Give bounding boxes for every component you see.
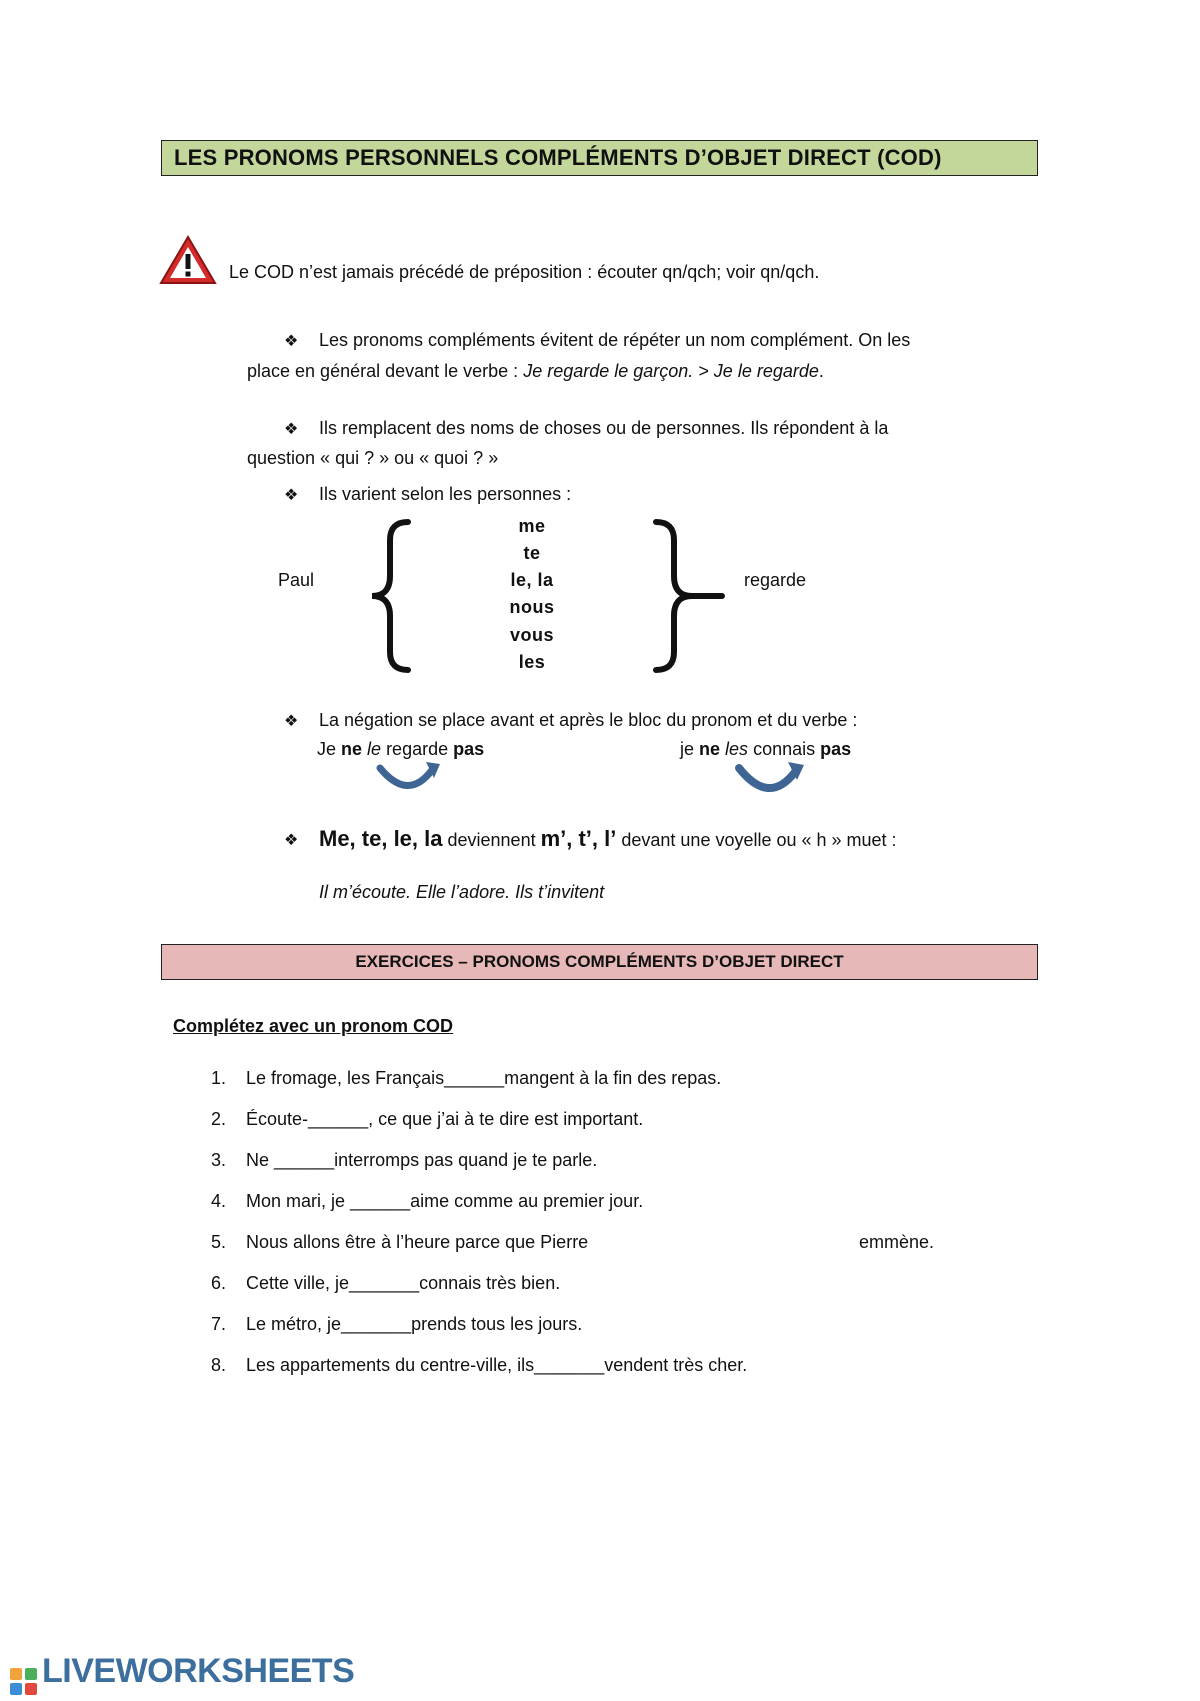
pronoun-nous: nous — [509, 597, 555, 617]
curved-arrow-icon — [733, 758, 809, 798]
item-number: 1. — [210, 1068, 226, 1088]
exercise-title: EXERCICES – PRONOMS COMPLÉMENTS D’OBJET DIRECT — [355, 952, 844, 971]
left-brace — [368, 518, 416, 674]
rule-1-line-2: place en général devant le verbe : Je regarde le garçon. > Je le regarde. — [247, 361, 824, 381]
exercise-item: Les appartements du centre-ville, ils_______vendent très cher. — [246, 1355, 748, 1375]
diagram-subject: Paul — [278, 570, 315, 590]
right-brace — [652, 518, 728, 674]
bullet-3: ❖ — [284, 487, 299, 504]
item-number: 8. — [210, 1355, 226, 1375]
rule-1-example: Je regarde le garçon. > Je le regarde — [523, 361, 819, 381]
bullet-2: ❖ — [284, 421, 299, 438]
item-number: 7. — [210, 1314, 226, 1334]
page-title: LES PRONOMS PERSONNELS COMPLÉMENTS D’OBJET DIRECT (COD) — [174, 145, 942, 170]
item-number: 6. — [210, 1273, 226, 1293]
rule-5-text: Me, te, le, la deviennent m’, t’, l’ devant une voyelle ou « h » muet : — [319, 826, 897, 851]
exercise-banner — [161, 944, 1038, 980]
item-number: 5. — [210, 1232, 226, 1252]
exercise-item: Ne ______interromps pas quand je te parle. — [246, 1150, 598, 1170]
answer-blank[interactable]: _______ — [534, 1355, 605, 1375]
pronoun-vous: vous — [509, 625, 554, 645]
footer-logo[interactable]: LIVEWORKSHEETS — [42, 1652, 355, 1690]
pronoun-les: les — [518, 652, 546, 672]
exercise-item-5-after: emmène. — [859, 1232, 935, 1252]
exercise-item: Mon mari, je ______aime comme au premier jour. — [246, 1191, 644, 1211]
curved-arrow-icon — [374, 758, 444, 796]
rule-3-text: Ils varient selon les personnes : — [319, 484, 572, 504]
bullet-4: ❖ — [284, 713, 299, 730]
bullet-5: ❖ — [284, 832, 299, 849]
rule-2-line-1: Ils remplacent des noms de choses ou de personnes. Ils répondent à la — [319, 418, 889, 438]
logo-icon — [10, 1668, 38, 1701]
exercise-item: Le métro, je_______prends tous les jours. — [246, 1314, 583, 1334]
item-number: 3. — [210, 1150, 226, 1170]
exercise-item: Écoute-______, ce que j’ai à te dire est important. — [246, 1109, 644, 1129]
rule-1-line-1: Les pronoms compléments évitent de répéter un nom complément. On les — [319, 330, 911, 350]
answer-blank[interactable]: ______ — [308, 1109, 369, 1129]
pronoun-me: me — [518, 516, 546, 536]
warning-icon — [158, 234, 218, 291]
answer-blank[interactable]: ______ — [444, 1068, 505, 1088]
negation-example-2: je ne les connais pas — [680, 739, 852, 759]
title-banner — [161, 140, 1038, 176]
answer-blank[interactable]: ______ — [274, 1150, 335, 1170]
exercise-item: Le fromage, les Français______mangent à la fin des repas. — [246, 1068, 722, 1088]
rule-5-examples: Il m’écoute. Elle l’adore. Ils t’invitent — [319, 882, 605, 902]
answer-blank[interactable]: _______ — [349, 1273, 420, 1293]
answer-blank[interactable]: _______ — [341, 1314, 412, 1334]
rule-4-text: La négation se place avant et après le bloc du pronom et du verbe : — [319, 710, 858, 730]
diagram-verb: regarde — [744, 570, 807, 590]
answer-blank[interactable] — [640, 1230, 850, 1254]
answer-blank[interactable]: ______ — [350, 1191, 411, 1211]
rule-2-line-2: question « qui ? » ou « quoi ? » — [247, 448, 499, 468]
pronoun-te: te — [523, 543, 541, 563]
exercise-item-5-before: Nous allons être à l’heure parce que Pierre — [246, 1232, 589, 1252]
exercise-instruction: Complétez avec un pronom COD — [173, 1016, 454, 1036]
bullet-1: ❖ — [284, 333, 299, 350]
item-number: 2. — [210, 1109, 226, 1129]
pronoun-le-la: le, la — [510, 570, 554, 590]
warning-text: Le COD n’est jamais précédé de préposition : écouter qn/qch; voir qn/qch. — [229, 262, 820, 282]
exercise-item: Cette ville, je_______connais très bien. — [246, 1273, 561, 1293]
item-number: 4. — [210, 1191, 226, 1211]
negation-example-1: Je ne le regarde pas — [317, 739, 485, 759]
